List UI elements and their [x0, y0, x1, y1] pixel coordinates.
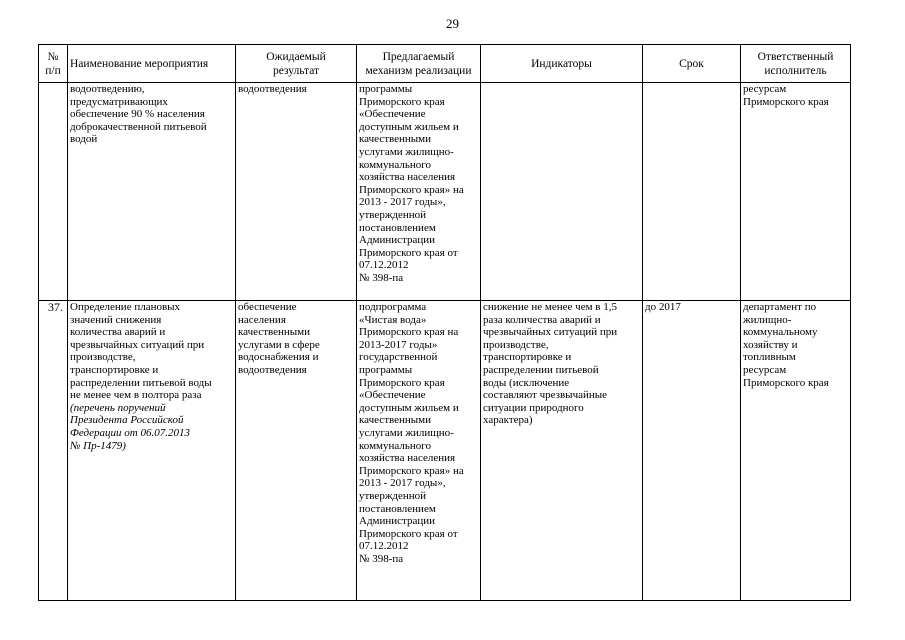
header-mechanism: [357, 45, 481, 83]
cell-mechanism: [357, 83, 481, 301]
cell-line: не менее чем в полтора раза: [70, 389, 202, 402]
cell-line: №: [47, 50, 59, 63]
cell-line: 2013 - 2017 годы»,: [359, 196, 446, 209]
cell-line: характера): [483, 414, 533, 427]
cell-line: № Пр-1479): [70, 439, 126, 452]
cell-line: водоотведения: [238, 363, 307, 376]
cell-line: доступным жильем и: [359, 120, 459, 133]
cell-line: Срок: [679, 57, 704, 70]
cell-line: Президента Российской: [70, 414, 184, 427]
cell-line: механизм реализации: [365, 64, 472, 77]
cell-line: программы: [359, 363, 413, 376]
cell-line: услугами в сфере: [238, 338, 320, 351]
cell-line: Приморского края» на: [359, 464, 464, 477]
cell-line: программы: [359, 83, 413, 95]
cell-line: коммунального: [359, 439, 431, 452]
cell-line: распределении питьевой воды: [70, 376, 212, 389]
cell-line: утвержденной: [359, 489, 427, 502]
cell-line: 07.12.2012: [359, 259, 409, 272]
cell-line: чрезвычайных ситуаций при: [483, 326, 618, 339]
cell-line: «Обеспечение: [359, 389, 426, 402]
cell-name-text: [70, 83, 233, 146]
cell-line: постановлением: [359, 502, 436, 515]
cell-line: транспортировке и: [483, 351, 572, 364]
cell-line: Ответственный: [757, 50, 834, 63]
cell-line: составляют чрезвычайные: [483, 389, 608, 402]
cell-num: [39, 83, 68, 301]
cell-line: Федерации от 06.07.2013: [70, 426, 190, 439]
cell-line: хозяйства населения: [359, 171, 456, 184]
cell-line: доброкачественной питьевой: [70, 120, 207, 133]
cell-line: доступным жильем и: [359, 401, 459, 414]
cell-line: ресурсам: [743, 363, 787, 376]
cell-line: транспортировке и: [70, 363, 159, 376]
cell-line: подпрограмма: [359, 301, 427, 313]
cell-line: услугами жилищно-: [359, 426, 454, 439]
cell-line: утвержденной: [359, 208, 427, 221]
cell-name: [68, 301, 236, 601]
measures-table: [38, 44, 851, 601]
cell-line: Наименование мероприятия: [70, 57, 209, 70]
cell-line: хозяйству и: [743, 338, 798, 351]
cell-line: «Чистая вода»: [359, 313, 427, 326]
cell-indicators: [481, 301, 643, 601]
cell-line: Приморского края на: [359, 326, 459, 339]
table-row: [39, 301, 851, 601]
cell-line: раза количества аварий и: [483, 313, 601, 326]
cell-num: 37.: [39, 301, 68, 601]
cell-name-note: [70, 402, 233, 452]
cell-line: качественными: [238, 326, 311, 339]
cell-line: населения: [238, 313, 286, 326]
table-header-row: [39, 45, 851, 83]
table-row: [39, 83, 851, 301]
cell-line: Приморского края» на: [359, 183, 464, 196]
cell-result: [236, 83, 357, 301]
header-name: [68, 45, 236, 83]
cell-line: Определение плановых: [70, 301, 181, 313]
cell-name-text: [70, 301, 233, 402]
cell-line: услугами жилищно-: [359, 145, 454, 158]
cell-line: жилищно-: [743, 313, 792, 326]
cell-indicators: [481, 83, 643, 301]
header-indicators: [481, 45, 643, 83]
cell-term: [643, 83, 741, 301]
header-result: [236, 45, 357, 83]
cell-line: чрезвычайных ситуаций при: [70, 338, 205, 351]
cell-line: Приморского края: [359, 95, 445, 108]
cell-line: хозяйства населения: [359, 452, 456, 465]
cell-line: коммунальному: [743, 326, 818, 339]
cell-responsible: [741, 301, 851, 601]
cell-line: Приморского края: [743, 95, 829, 108]
cell-line: производстве,: [483, 338, 549, 351]
cell-line: исполнитель: [764, 64, 827, 77]
cell-line: качественными: [359, 133, 432, 146]
cell-line: количества аварий и: [70, 326, 166, 339]
cell-line: топливным: [743, 351, 796, 364]
cell-line: ресурсам: [743, 83, 787, 95]
cell-line: распределении питьевой: [483, 363, 599, 376]
cell-line: Индикаторы: [531, 57, 592, 70]
cell-line: п/п: [45, 64, 61, 77]
cell-line: до 2017: [645, 301, 681, 313]
cell-line: «Обеспечение: [359, 108, 426, 121]
cell-line: 2013 - 2017 годы»,: [359, 477, 446, 490]
cell-line: водоснабжения и: [238, 351, 319, 364]
cell-line: водоотведению,: [70, 83, 145, 95]
cell-line: департамент по: [743, 301, 817, 313]
cell-line: результат: [272, 64, 320, 77]
cell-line: № 398-па: [359, 271, 404, 284]
cell-line: значений снижения: [70, 313, 162, 326]
cell-line: обеспечение: [238, 301, 297, 313]
cell-line: Предлагаемый: [382, 50, 455, 63]
cell-term: [643, 301, 741, 601]
cell-line: 07.12.2012: [359, 540, 409, 553]
cell-name: [68, 83, 236, 301]
cell-line: (перечень поручений: [70, 401, 166, 414]
cell-responsible: [741, 83, 851, 301]
cell-line: водой: [70, 133, 98, 146]
cell-result: [236, 301, 357, 601]
header-num: [39, 45, 68, 83]
cell-line: ситуации природного: [483, 401, 584, 414]
cell-line: качественными: [359, 414, 432, 427]
header-term: [643, 45, 741, 83]
cell-line: воды (исключение: [483, 376, 570, 389]
cell-line: постановлением: [359, 221, 436, 234]
header-responsible: [741, 45, 851, 83]
cell-line: Приморского края: [743, 376, 829, 389]
cell-line: государственной: [359, 351, 438, 364]
cell-line: 2013-2017 годы»: [359, 338, 438, 351]
cell-line: обеспечение 90 % населения: [70, 108, 205, 121]
cell-line: Приморского края: [359, 376, 445, 389]
cell-line: № 398-па: [359, 552, 404, 565]
cell-line: Приморского края от: [359, 527, 458, 540]
cell-line: Администрации: [359, 234, 436, 247]
cell-line: предусматривающих: [70, 95, 168, 108]
page-number: 29: [446, 16, 459, 31]
cell-line: водоотведения: [238, 83, 307, 95]
cell-line: производстве,: [70, 351, 136, 364]
cell-line: Администрации: [359, 515, 436, 528]
cell-line: Приморского края от: [359, 246, 458, 259]
cell-line: коммунального: [359, 158, 431, 171]
cell-line: Ожидаемый: [266, 50, 326, 63]
cell-line: снижение не менее чем в 1,5: [483, 301, 617, 313]
cell-mechanism: [357, 301, 481, 601]
